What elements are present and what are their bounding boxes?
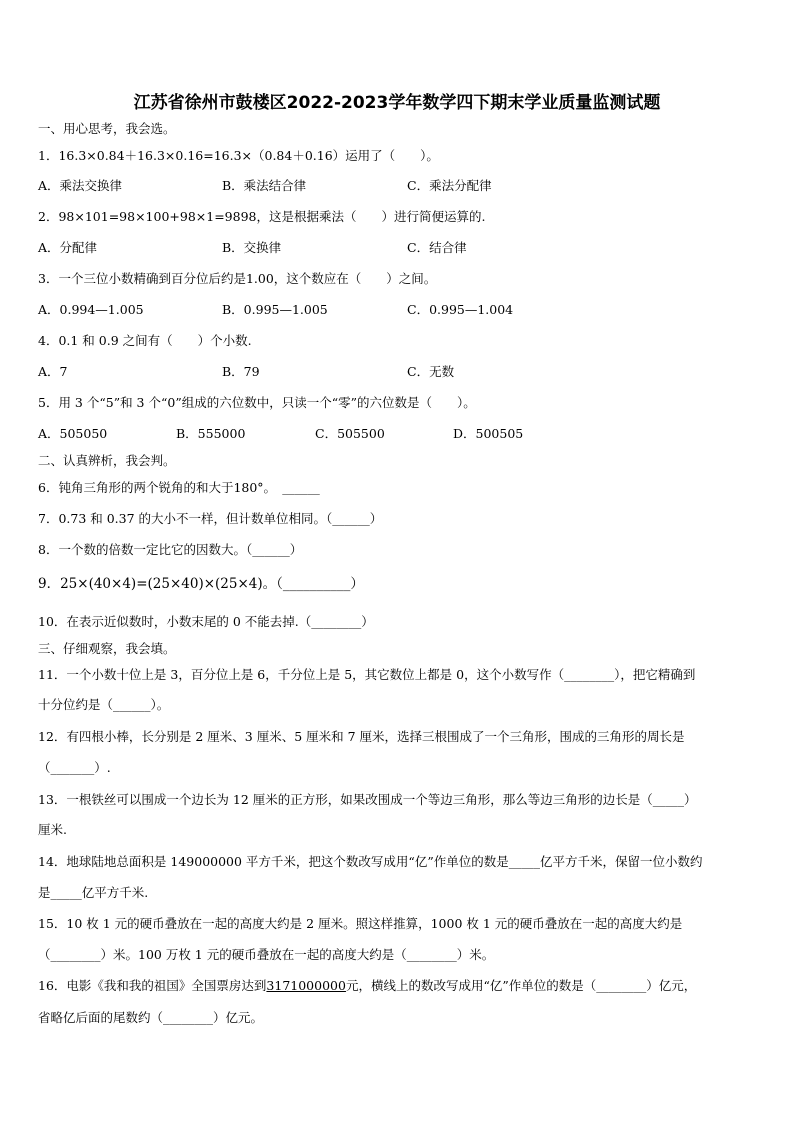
question-15-line-1: 15．10 枚 1 元的硬币叠放在一起的高度大约是 2 厘米。照这样推算，1000 枚 1 元的硬币叠放在一起的高度大约是 bbox=[38, 916, 683, 931]
q4-option-c: C．无数 bbox=[407, 364, 455, 379]
section-heading-2: 二、认真辨析，我会判。 bbox=[38, 453, 176, 468]
question-12-line-1: 12．有四根小棒，长分别是 2 厘米、3 厘米、5 厘米和 7 厘米，选择三根围成了一个三角形，围成的三角形的周长是 bbox=[38, 729, 685, 744]
q3-option-b: B．0.995—1.005 bbox=[222, 302, 328, 317]
q16-prefix: 16．电影《我和我的祖国》全国票房达到 bbox=[38, 978, 267, 993]
question-6: 6．钝角三角形的两个锐角的和大于180°。 ______ bbox=[38, 480, 320, 495]
question-4: 4．0.1 和 0.9 之间有（ ）个小数. bbox=[38, 333, 252, 348]
q16-underlined-number: 3171000000 bbox=[266, 978, 346, 993]
q16-suffix: 元，横线上的数改写成用“亿”作单位的数是（________）亿元， bbox=[345, 978, 697, 993]
question-16-line-2: 省略亿后面的尾数约（________）亿元。 bbox=[38, 1010, 264, 1025]
question-10: 10．在表示近似数时，小数末尾的 0 不能去掉.（________） bbox=[38, 614, 374, 629]
question-15-line-2: （________）米。100 万枚 1 元的硬币叠放在一起的高度大约是（________）米。 bbox=[38, 947, 495, 962]
question-11-line-1: 11．一个小数十位上是 3，百分位上是 6，千分位上是 5，其它数位上都是 0，这个小数写作（________），把它精确到 bbox=[38, 667, 696, 682]
q2-option-b: B．交换律 bbox=[222, 240, 282, 255]
question-7: 7．0.73 和 0.37 的大小不一样，但计数单位相同。（______） bbox=[38, 511, 383, 526]
q5-option-c: C．505500 bbox=[315, 426, 385, 441]
question-2: 2．98×101=98×100+98×1=9898，这是根据乘法（ ）进行简便运算的. bbox=[38, 209, 486, 224]
question-9: 9．25×(40×4)=(25×40)×(25×4)。（__________） bbox=[38, 576, 364, 592]
q3-option-c: C．0.995—1.004 bbox=[407, 302, 514, 317]
q2-option-c: C．结合律 bbox=[407, 240, 467, 255]
question-11-line-2: 十分位约是（______）。 bbox=[38, 697, 170, 712]
question-13-line-2: 厘米. bbox=[38, 822, 67, 837]
question-5: 5．用 3 个“5”和 3 个“0”组成的六位数中，只读一个“零”的六位数是（ ）。 bbox=[38, 395, 476, 410]
question-14-line-2: 是_____亿平方千米. bbox=[38, 885, 149, 900]
q1-option-c: C．乘法分配律 bbox=[407, 178, 492, 193]
question-1: 1．16.3×0.84＋16.3×0.16=16.3×（0.84＋0.16）运用了（ ）。 bbox=[38, 148, 439, 163]
q1-option-b: B．乘法结合律 bbox=[222, 178, 307, 193]
q5-option-a: A．505050 bbox=[38, 426, 108, 441]
q1-option-a: A．乘法交换律 bbox=[38, 178, 123, 193]
question-3: 3．一个三位小数精确到百分位后约是1.00，这个数应在（ ）之间。 bbox=[38, 271, 437, 286]
q3-option-a: A．0.994—1.005 bbox=[38, 302, 144, 317]
q5-option-d: D．500505 bbox=[453, 426, 524, 441]
question-12-line-2: （_______）. bbox=[38, 760, 111, 775]
q4-option-a: A．7 bbox=[38, 364, 68, 379]
page-title: 江苏省徐州市鼓楼区2022-2023学年数学四下期末学业质量监测试题 bbox=[133, 93, 661, 113]
q4-option-b: B．79 bbox=[222, 364, 260, 379]
question-14-line-1: 14．地球陆地总面积是 149000000 平方千米，把这个数改写成用“亿”作单位的数是_____亿平方千米，保留一位小数约 bbox=[38, 854, 703, 869]
question-13-line-1: 13．一根铁丝可以围成一个边长为 12 厘米的正方形，如果改围成一个等边三角形，那么等边三角形的边长是（_____） bbox=[38, 792, 697, 807]
question-16-line-1 bbox=[38, 978, 696, 994]
q5-option-b: B．555000 bbox=[176, 426, 246, 441]
section-heading-3: 三、仔细观察，我会填。 bbox=[38, 641, 176, 656]
section-heading-1: 一、用心思考，我会选。 bbox=[38, 121, 176, 136]
q2-option-a: A．分配律 bbox=[38, 240, 98, 255]
question-8: 8．一个数的倍数一定比它的因数大。（______） bbox=[38, 542, 303, 557]
